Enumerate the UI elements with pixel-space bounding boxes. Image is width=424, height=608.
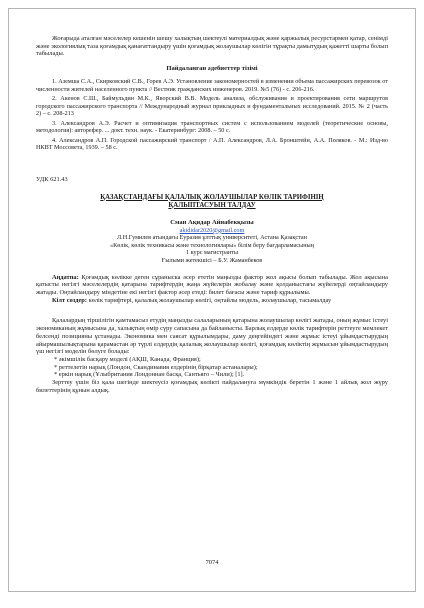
author-block bbox=[36, 219, 388, 265]
udc-code: УДК 621.43 bbox=[36, 175, 68, 183]
list-item: * реттелетін нарық (Лондон, Скандинавия елдерінің бірқатар астаналары); bbox=[54, 363, 258, 371]
body-paragraph-1: Қалалардың тіршілігін қамтамасыз етудің маңызды салаларының қатарына жолаушылар көлігі жатады, оның жұмыс істеуі экономиканың жұмысына да, халықтың өмір сүру сапасына да байланысты. Барлық елдерде көлік тарифтерін реттеуге мемлекет белсенді позицияны ұстанады. Экономика мен саясат құрылымдары, даму деңгейіндегі және жұмыс істеуі ұйымдастырудың айырмашылықтарына қарамастан әр түрлі елдердің қалалық жолаушылар көлігі, қоғамдық көліктің жұмысын ұйымдастырудың үш негізгі моделін бөлуге болады: bbox=[36, 317, 388, 356]
list-item: * еркін нарық (Ұлыбритания Лондоннан басқа, Сантьяго – Чили); [1]. bbox=[54, 371, 245, 379]
references-title: Пайдаланған әдебиеттер тізімі bbox=[166, 65, 258, 73]
list-item: * әкімшілік басқару моделі (АҚШ, Канада, Франция); bbox=[54, 355, 201, 363]
abstract bbox=[36, 274, 388, 297]
reference-item: 1. Аземша С.А., Скирковский С.В., Горев А.Э. Установление закономерностей в изменении объема пассажирских перевозок от численности жителей населенного пункта // Вестник гражданских инженеров. 2019. №5 (76) - с. 206-216. bbox=[36, 78, 388, 93]
affiliation-university: Л.Н.Гумилев атындағы Еуразия ұлттық университеті, Астана Қазақстан bbox=[116, 234, 307, 242]
article-title-line-1: ҚАЗАҚСТАНДАҒЫ ҚАЛАЛЫҚ ЖОЛАУШЫЛАР КӨЛІК ТАРИФІНІҢ bbox=[100, 193, 324, 201]
page-content bbox=[36, 35, 388, 394]
reference-item: 3. Александров А.Э. Расчет и оптимизация транспортных систем с использованием моделей (теоретические основы, методология): авторефер. ... докт. техн. наук. - Екатеринбург: 2008. – 50 с. bbox=[36, 119, 388, 135]
keywords-text: көлік тарифтері, қалалық жолаушылар көлігі, оңтайлы модель, жолаушылар, тасымалдау bbox=[86, 296, 332, 304]
references-list bbox=[36, 78, 388, 152]
body-paragraph-2: Зерттеу үшін біз қала шегінде шектеусіз қоғамдық көлікті пайдалануға мүмкіндік беретін 1 және 1 айлық жол жүру билеттерінің құнын алдық. bbox=[36, 379, 388, 394]
author-name: Сман Ақидар Айнабекқызы bbox=[170, 219, 254, 227]
affiliation-course: 1 курс магистранты bbox=[185, 249, 239, 257]
supervisor: Ғылыми жетекшісі – Б.У. Жаманбеков bbox=[161, 256, 263, 264]
page-number: 7074 bbox=[205, 559, 219, 566]
abstract-text: Қоғамдық көлікке деген сұраныска әсер ететін маңызды фактор жол ақысы болып табылады. Жол ақысына қатысты негізгі мәселелердің қатарына тарифтердің жаңа жүйелерін жобалау және қолданыстағы жүйелерді оңтайландыру жатады. Оңтайландыру міндетіне екі негізгі фактор әсер етеді: билет бағасы және тариф құрылымы. bbox=[36, 273, 388, 296]
keywords bbox=[36, 297, 388, 305]
intro-paragraph: Жоғарыда аталған мәселелер кешенін шешу халықтың шектеулі материалдық және қаржылық ресурстармен қатар, сенімді және экологиялық таза қоғамдық қанағаттандыру үшін қоғамдық жолаушылар көлігін тұрақты дамытудың қажетті шарты болып табылады. bbox=[36, 35, 388, 58]
reference-item: 4. Александров А.П. Городской пассажирский транспорт / А.П. Александров, Л.А. Бронштейн, А.А. Поляков. - М.: Изд-во НКВТ Моссовета, 1939. – 58 с. bbox=[36, 136, 388, 152]
abstract-label: Аңдатпа: bbox=[52, 273, 79, 281]
reference-item: 2. Акенов С.Ш., Баймульдин М.К., Яворский В.В. Модель анализа, обслуживания и проектирования сети маршрутов городского пассажирского транспорта // Международный журнал прикладных и фундаментальных исследований. 2015. № 2 (часть 2) – с. 208-213 bbox=[36, 95, 388, 118]
article-title-line-2: ҚАЛЫПТАСУЫН ТАЛДАУ bbox=[168, 201, 256, 209]
affiliation-program: «Көлік, көлік техникасы және технологиялары» білім беру бағдарламасының bbox=[110, 241, 314, 249]
keywords-label: Кілт сөздер: bbox=[52, 296, 87, 304]
document-page bbox=[8, 8, 416, 592]
author-email-link[interactable]: akididar2020@gmail.com bbox=[179, 226, 245, 234]
